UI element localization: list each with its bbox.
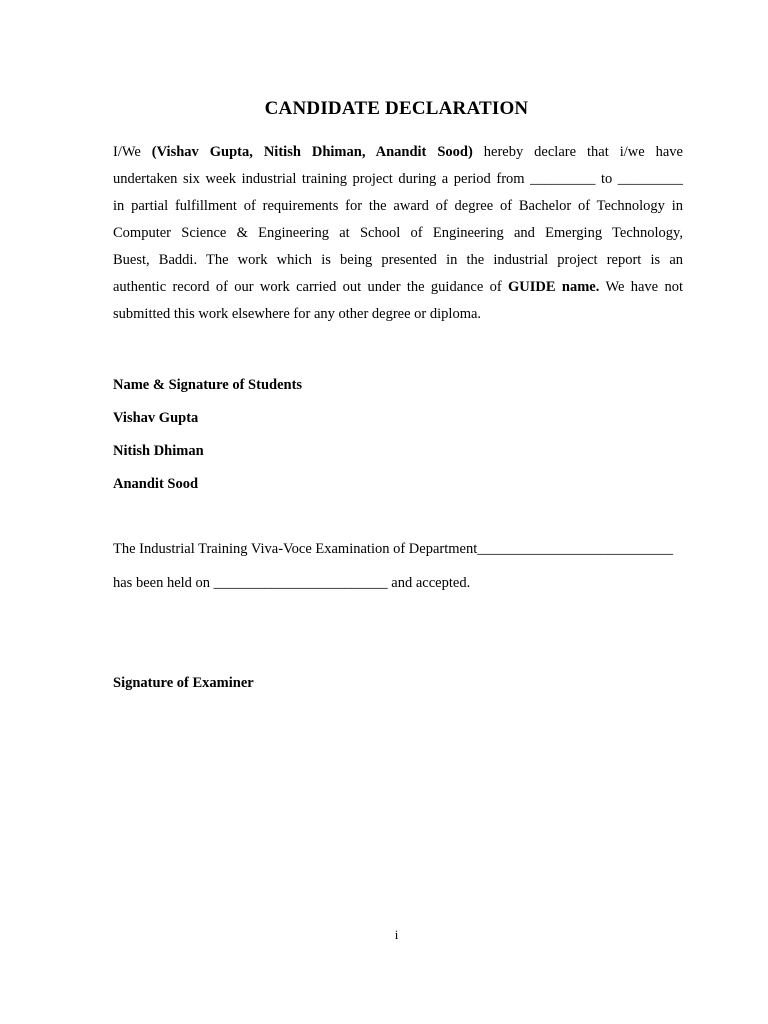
declaration-line-6 xyxy=(113,274,683,301)
viva-line-1: The Industrial Training Viva-Voce Examination of Department___________________________ xyxy=(113,541,673,557)
declaration-text-6b: We have not xyxy=(605,279,683,295)
guide-name: GUIDE name. xyxy=(508,279,600,295)
viva-text: has been held on xyxy=(113,575,211,591)
declaration-line-7: submitted this work elsewhere for any other degree or diploma. xyxy=(113,306,482,322)
page-number: i xyxy=(394,927,399,942)
student-name: Vishav Gupta xyxy=(113,410,199,426)
declaration-line-1 xyxy=(113,139,683,166)
declaration-text-2: undertaken six week industrial training project during a period from xyxy=(113,171,525,187)
declaration-text-6: authentic record of our work carried out under the guidance of xyxy=(113,279,502,295)
candidate-names: (Vishav Gupta, Nitish Dhiman, Anandit Sood) xyxy=(151,144,473,160)
declaration-paragraph xyxy=(113,139,683,328)
declaration-line-5: Buest, Baddi. The work which is being presented in the industrial project report is an xyxy=(113,252,683,268)
students-signature-heading: Name & Signature of Students xyxy=(113,377,303,393)
declaration-line-4: Computer Science & Engineering at School of Engineering and Emerging Technology, xyxy=(113,225,683,241)
declaration-line-2 xyxy=(113,166,683,193)
page-title: CANDIDATE DECLARATION xyxy=(264,98,529,119)
to-word: to xyxy=(600,171,613,187)
declaration-text-1: hereby declare that i/we have xyxy=(483,144,683,160)
declaration-prefix: I/We xyxy=(113,144,141,160)
student-name: Anandit Sood xyxy=(113,476,199,492)
blank-held-on-date: ________________________ xyxy=(213,575,388,591)
examiner-signature-label: Signature of Examiner xyxy=(113,675,254,691)
blank-from-date: _________ xyxy=(530,171,596,187)
student-name: Nitish Dhiman xyxy=(113,443,204,459)
viva-accepted-text: and accepted. xyxy=(391,575,471,591)
viva-line-2 xyxy=(113,575,683,592)
blank-to-date: _________ xyxy=(617,171,684,187)
declaration-line-3: in partial fulfillment of requirements for the award of degree of Bachelor of Technology in xyxy=(113,198,683,214)
